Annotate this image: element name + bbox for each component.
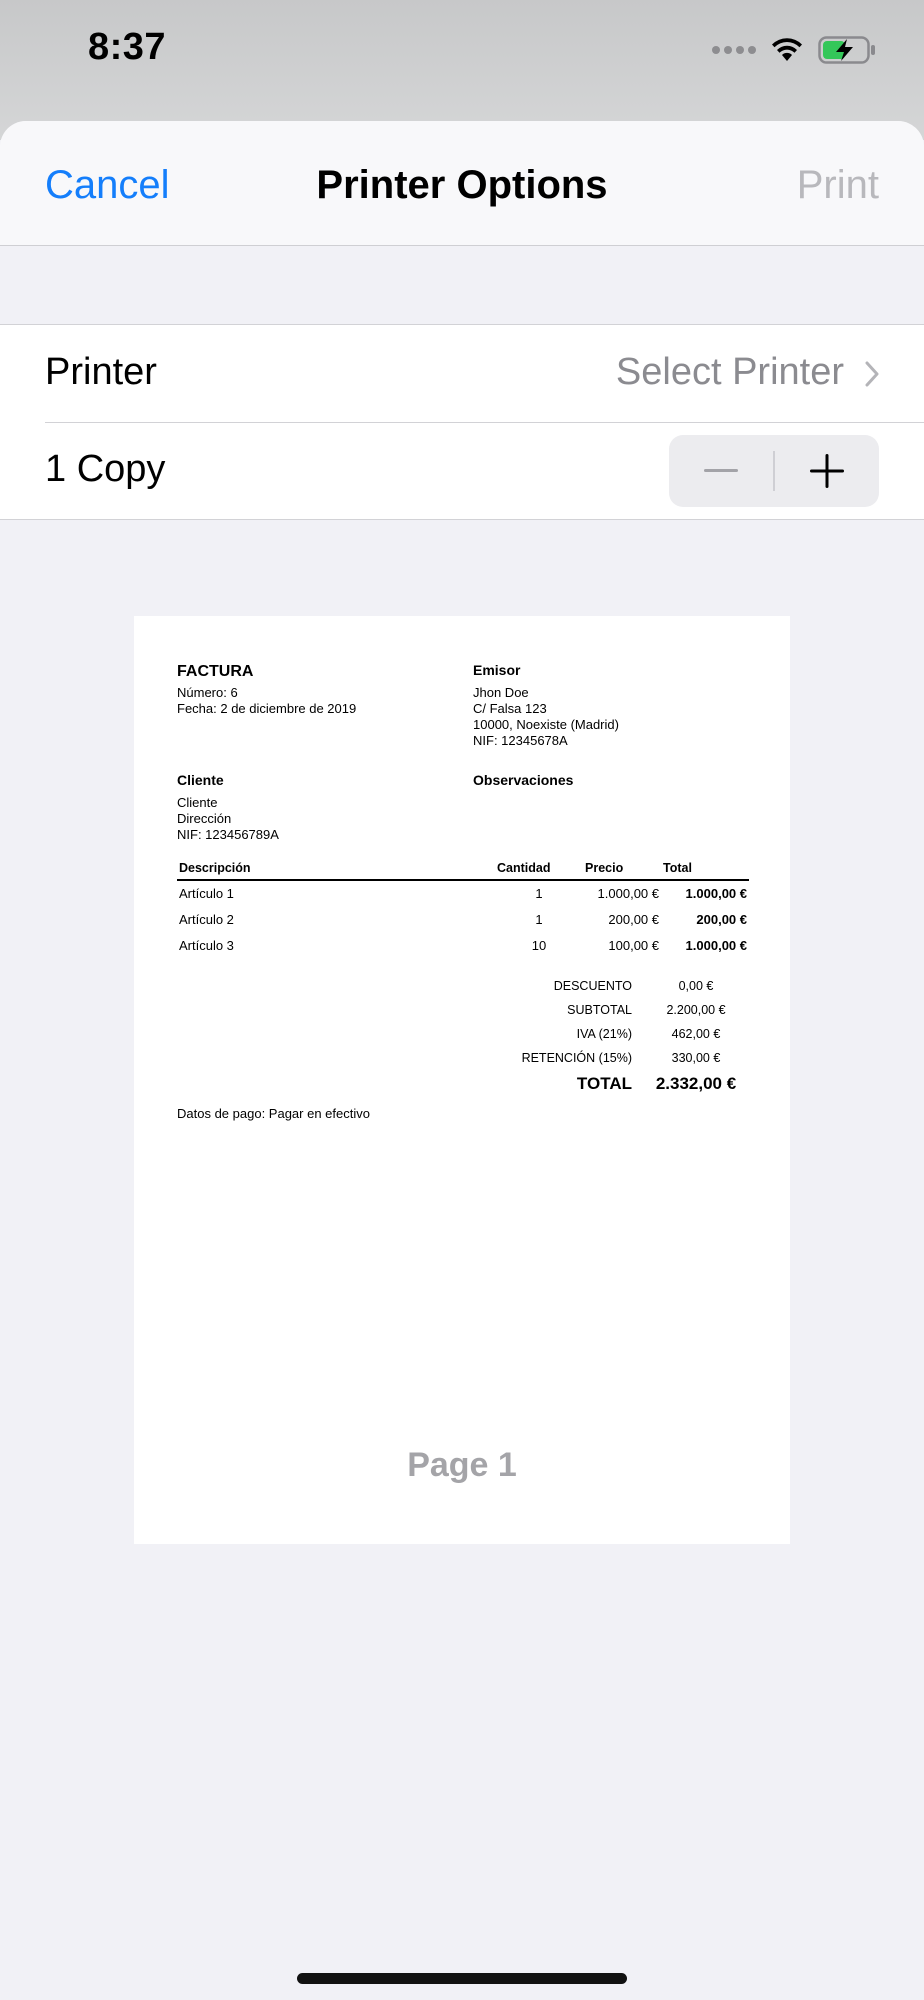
print-preview-page[interactable] [134, 616, 790, 1544]
column-header: Precio [583, 861, 661, 880]
cliente-address: Dirección [177, 811, 232, 826]
emisor-name: Jhon Doe [473, 685, 529, 700]
cancel-button[interactable]: Cancel [45, 163, 170, 207]
totals-label: RETENCIÓN (15%) [521, 1051, 632, 1065]
item-total: 1.000,00 € [685, 886, 747, 901]
emisor-address: C/ Falsa 123 [473, 701, 547, 716]
items-table [177, 861, 749, 959]
table-row [177, 907, 749, 933]
cellular-signal-icon [712, 46, 756, 54]
options-group [0, 324, 924, 520]
cliente-name: Cliente [177, 795, 218, 810]
status-icons [712, 30, 876, 70]
printer-label: Printer [45, 351, 157, 393]
totals-value: 330,00 € [671, 1051, 721, 1065]
page-title: Printer Options [316, 163, 608, 207]
minus-icon [704, 469, 738, 473]
table-row [177, 880, 749, 907]
copies-stepper [669, 435, 879, 507]
home-indicator[interactable] [297, 1973, 627, 1984]
grand-total-row [446, 1070, 746, 1098]
table-row [177, 933, 749, 959]
emisor-nif: NIF: 12345678A [473, 733, 568, 748]
totals-block [446, 974, 746, 1098]
page-number-label: Page 1 [407, 1446, 517, 1484]
copies-row [0, 422, 924, 519]
item-description: Artículo 1 [179, 886, 234, 901]
totals-value: 0,00 € [678, 979, 714, 993]
navigation-bar [0, 121, 924, 246]
item-description: Artículo 2 [179, 912, 234, 927]
wifi-icon [770, 37, 804, 63]
item-price: 100,00 € [608, 938, 659, 953]
totals-label: SUBTOTAL [567, 1003, 632, 1017]
chevron-right-icon [864, 361, 880, 387]
select-printer-value: Select Printer [615, 351, 844, 393]
grand-total-label: TOTAL [576, 1074, 632, 1093]
item-quantity: 1 [535, 886, 543, 901]
observaciones-heading: Observaciones [473, 772, 574, 788]
cliente-heading: Cliente [177, 772, 224, 788]
cliente-nif: NIF: 123456789A [177, 827, 279, 842]
print-button[interactable]: Print [796, 163, 879, 207]
printer-row[interactable] [0, 325, 924, 422]
invoice-number: Número: 6 [177, 685, 238, 700]
totals-value: 2.200,00 € [666, 1003, 726, 1017]
column-header: Descripción [177, 861, 495, 880]
item-quantity: 1 [535, 912, 543, 927]
table-header-row [177, 861, 749, 880]
totals-label: IVA (21%) [576, 1027, 632, 1041]
invoice-date: Fecha: 2 de diciembre de 2019 [177, 701, 357, 716]
item-price: 1.000,00 € [597, 886, 659, 901]
invoice-title: FACTURA [177, 663, 254, 680]
totals-row [446, 998, 746, 1022]
item-description: Artículo 3 [179, 938, 234, 953]
payment-details: Datos de pago: Pagar en efectivo [177, 1106, 370, 1121]
decrement-button[interactable] [669, 435, 773, 507]
totals-row [446, 1046, 746, 1070]
column-header: Cantidad [495, 861, 583, 880]
item-total: 200,00 € [696, 912, 747, 927]
totals-label: DESCUENTO [553, 979, 632, 993]
status-time: 8:37 [88, 26, 167, 68]
emisor-heading: Emisor [473, 662, 521, 678]
totals-row [446, 974, 746, 998]
totals-row [446, 1022, 746, 1046]
battery-charging-icon [818, 36, 876, 64]
background-dim [0, 0, 924, 140]
plus-icon [810, 454, 844, 488]
item-price: 200,00 € [608, 912, 659, 927]
grand-total-value: 2.332,00 € [655, 1074, 737, 1093]
column-header: Total [661, 861, 749, 880]
totals-value: 462,00 € [671, 1027, 721, 1041]
increment-button[interactable] [775, 435, 879, 507]
emisor-city: 10000, Noexiste (Madrid) [473, 717, 619, 732]
item-total: 1.000,00 € [685, 938, 747, 953]
copies-label: 1 Copy [45, 448, 166, 490]
item-quantity: 10 [531, 938, 547, 953]
